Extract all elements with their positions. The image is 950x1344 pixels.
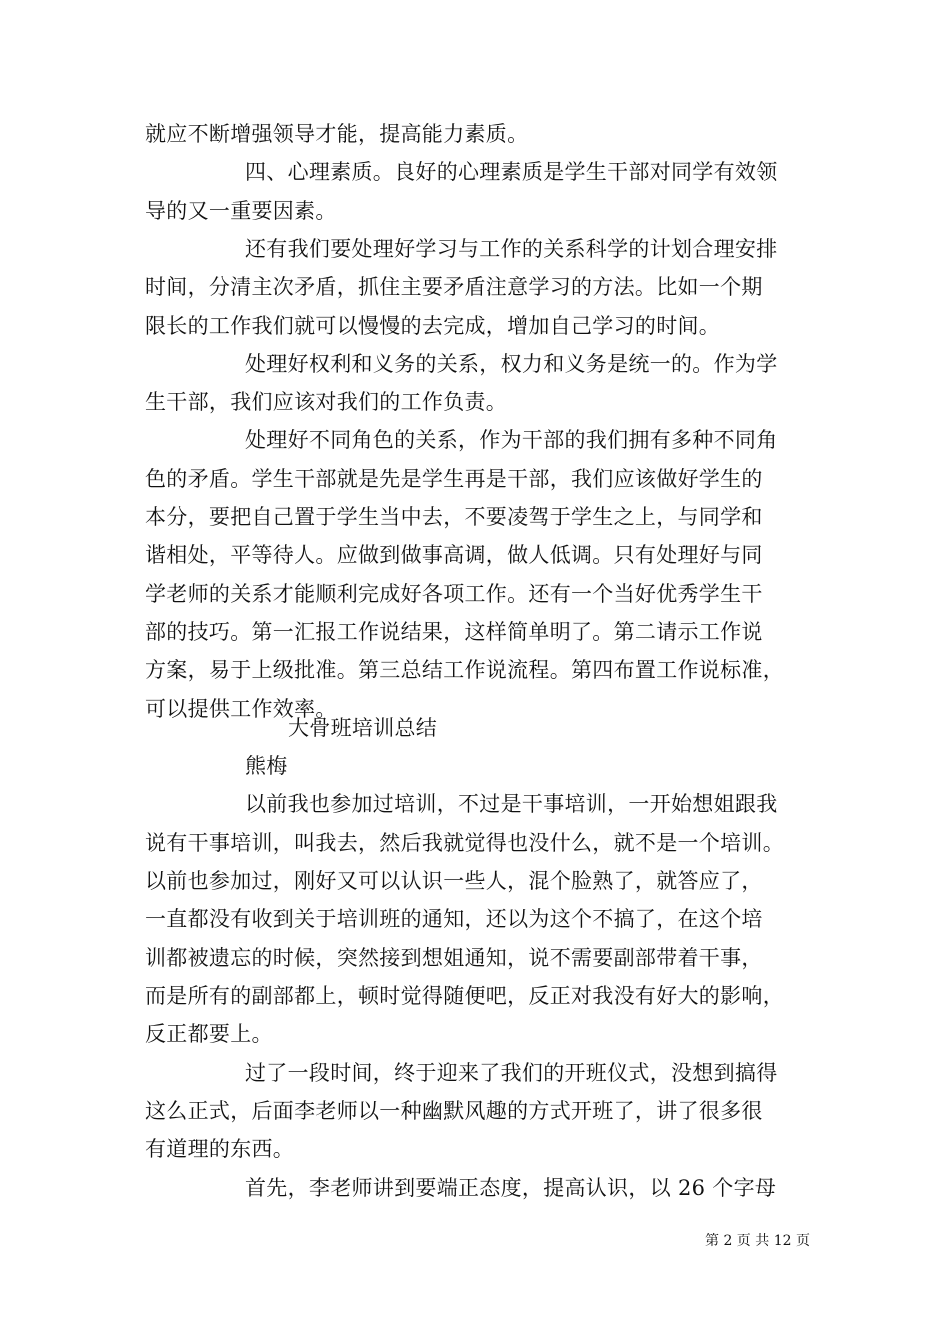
paragraph-line: 首先，李老师讲到要端正态度，提高认识，以 26 个字母 [245, 1176, 777, 1200]
paragraph-line: 就应不断增强领导才能，提高能力素质。 [145, 122, 529, 146]
paragraph-line: 色的矛盾。学生干部就是先是学生再是干部，我们应该做好学生的 [145, 467, 763, 491]
paragraph-line: 导的又一重要因素。 [145, 199, 337, 223]
paragraph-line: 而是所有的副部都上，顿时觉得随便吧，反正对我没有好大的影响， [145, 984, 784, 1008]
paragraph-line: 有道理的东西。 [145, 1137, 295, 1161]
paragraph-line: 这么正式，后面李老师以一种幽默风趣的方式开班了，讲了很多很 [145, 1099, 763, 1123]
paragraph-line: 谐相处，平等待人。应做到做事高调，做人低调。只有处理好与同 [145, 543, 763, 567]
paragraph-line: 时间，分清主次矛盾，抓住主要矛盾注意学习的方法。比如一个期 [145, 275, 763, 299]
paragraph-line: 处理好不同角色的关系，作为干部的我们拥有多种不同角 [245, 428, 778, 452]
paragraph-line: 部的技巧。第一汇报工作说结果，这样简单明了。第二请示工作说 [145, 620, 763, 644]
paragraph-line: 可以提供工作效率。 [145, 697, 337, 721]
paragraph-line: 以前我也参加过培训，不过是干事培训，一开始想姐跟我 [245, 792, 778, 816]
paragraph-line: 限长的工作我们就可以慢慢的去完成，增加自己学习的时间。 [145, 314, 721, 338]
paragraph-line: 以前也参加过，刚好又可以认识一些人，混个脸熟了，就答应了， [145, 869, 763, 893]
paragraph-line: 生干部，我们应该对我们的工作负责。 [145, 390, 508, 414]
author-name: 熊梅 [245, 754, 288, 778]
page-number: 第 2 页 共 12 页 [705, 1233, 810, 1249]
paragraph-line: 说有干事培训，叫我去，然后我就觉得也没什么，就不是一个培训。 [145, 831, 784, 855]
paragraph-line: 反正都要上。 [145, 1022, 273, 1046]
paragraph-line: 方案，易于上级批准。第三总结工作说流程。第四布置工作说标准， [145, 658, 784, 682]
paragraph-line: 四、心理素质。良好的心理素质是学生干部对同学有效领 [245, 160, 778, 184]
paragraph-line: 过了一段时间，终于迎来了我们的开班仪式，没想到搞得 [245, 1061, 778, 1085]
paragraph-line: 学老师的关系才能顺利完成好各项工作。还有一个当好优秀学生干 [145, 582, 763, 606]
paragraph-line: 处理好权利和义务的关系，权力和义务是统一的。作为学 [245, 352, 778, 376]
section-title: 大骨班培训总结 [288, 716, 438, 740]
paragraph-line: 本分，要把自己置于学生当中去，不要凌驾于学生之上，与同学和 [145, 505, 763, 529]
paragraph-line: 训都被遗忘的时候，突然接到想姐通知，说不需要副部带着干事， [145, 946, 763, 970]
paragraph-line: 还有我们要处理好学习与工作的关系科学的计划合理安排 [245, 237, 778, 261]
paragraph-line: 一直都没有收到关于培训班的通知，还以为这个不搞了，在这个培 [145, 907, 763, 931]
